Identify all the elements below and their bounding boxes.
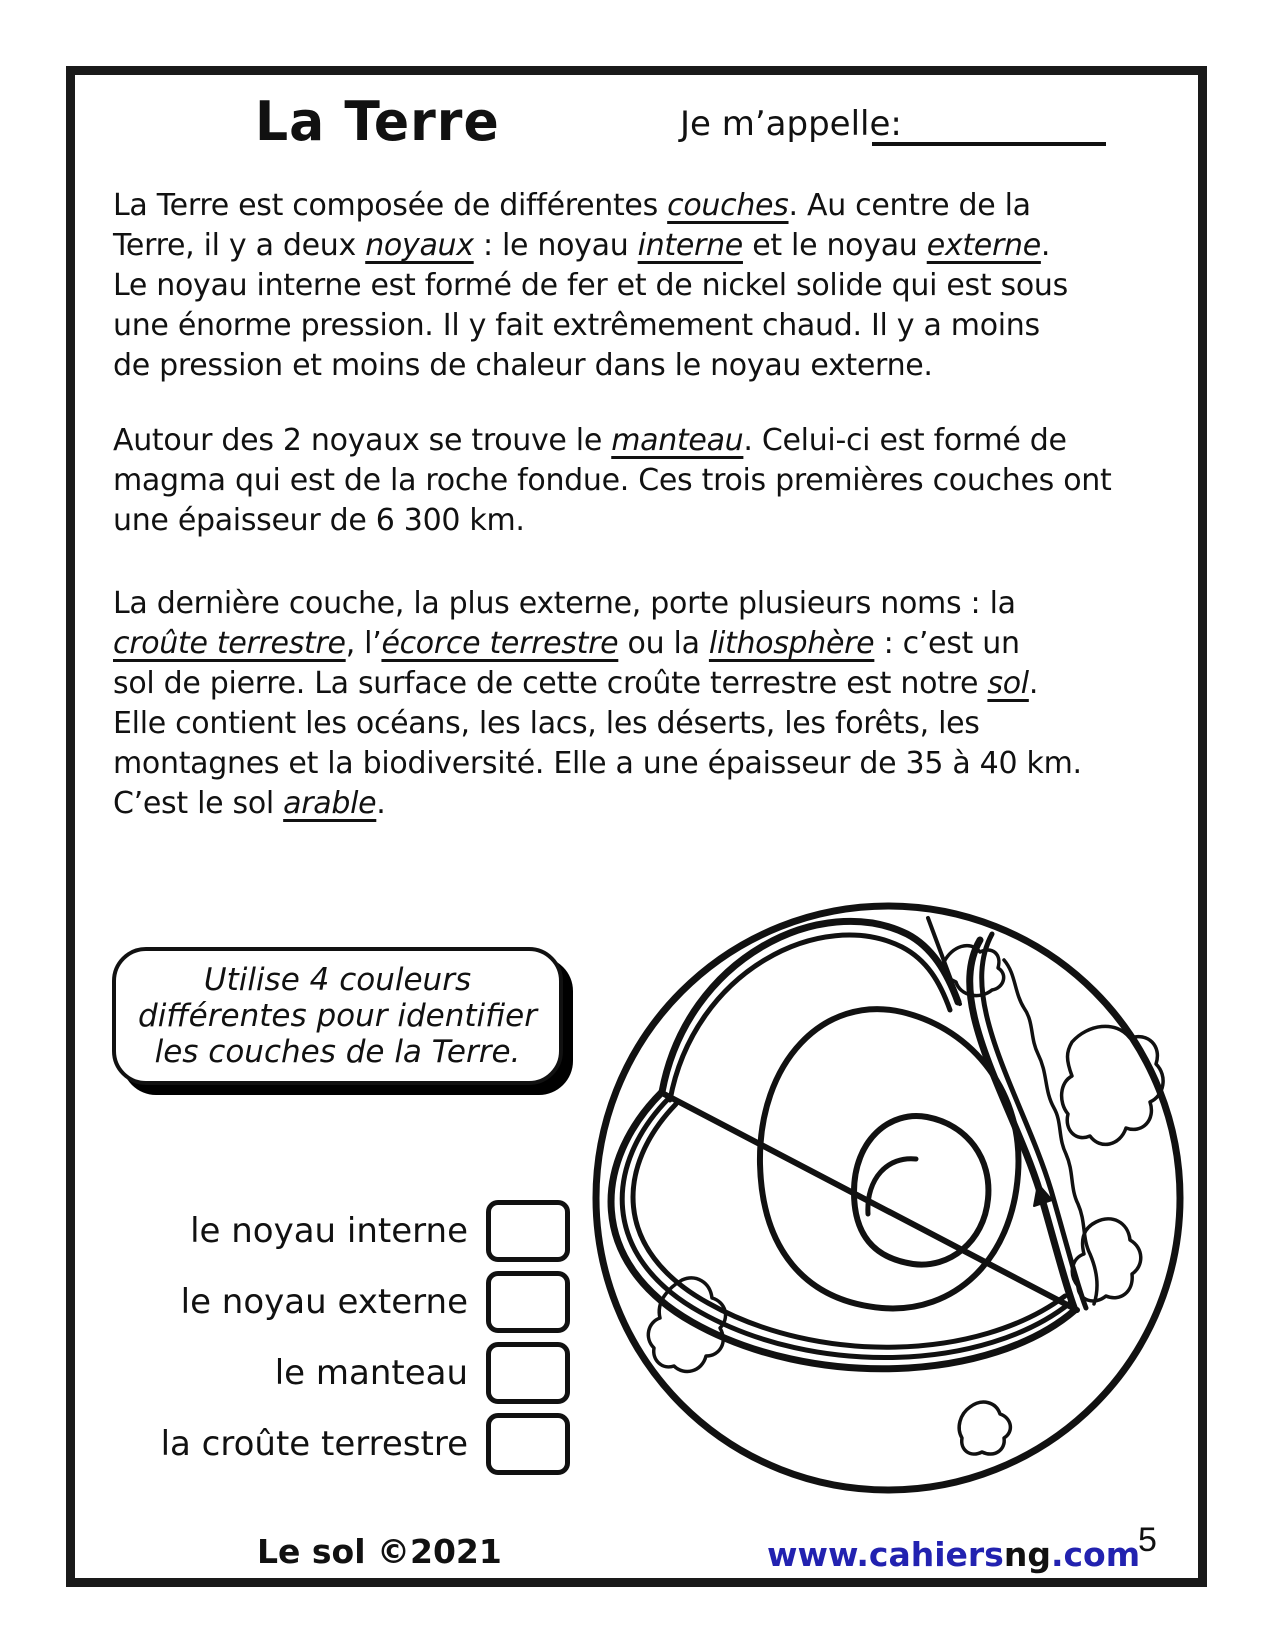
paragraph-core: La Terre est composée de différentes couches. Au centre de la Terre, il y a deux noyaux : le noyau interne et le noyau externe. Le noyau interne est formé de fer et de nickel solide qui est sous une énorme pression. Il y fait extrêmement chaud. Il y a moins de pression et moins de chaleur dans le noyau externe. (113, 188, 1068, 383)
diagram-continent-south (959, 1402, 1010, 1454)
url-prefix: www.cahiers (767, 1535, 1004, 1574)
name-input-line[interactable] (872, 142, 1106, 146)
diagram-inner-core[interactable] (854, 1116, 988, 1265)
url-suffix: .com (1050, 1535, 1141, 1574)
color-box-noyau-externe[interactable] (486, 1271, 570, 1333)
color-key-label-noyau-interne: le noyau interne (190, 1211, 468, 1251)
url-mid: ng (1003, 1535, 1051, 1574)
color-box-manteau[interactable] (486, 1342, 570, 1404)
color-key-label-croute-terrestre: la croûte terrestre (160, 1424, 468, 1464)
color-key-label-manteau: le manteau (274, 1353, 468, 1393)
color-key-row (148, 1413, 570, 1475)
name-label: Je m’appelle: (680, 104, 902, 144)
diagram-globe-outline[interactable] (596, 906, 1180, 1490)
instruction-bubble (112, 947, 563, 1085)
color-key-row (148, 1271, 570, 1333)
footer-copyright: Le sol ©2021 (257, 1532, 502, 1571)
color-key-row (148, 1200, 570, 1262)
diagram-mantle-dome[interactable] (662, 921, 958, 1092)
earth-cutaway-diagram[interactable] (572, 862, 1212, 1517)
bubble-text: Utilise 4 couleurs différentes pour identifier les couches de la Terre. (138, 962, 537, 1070)
color-box-croute-terrestre[interactable] (486, 1413, 570, 1475)
color-key-label-noyau-externe: le noyau externe (180, 1282, 468, 1322)
page-number: 5 (1138, 1521, 1157, 1559)
paragraph-mantle: Autour des 2 noyaux se trouve le manteau. Celui-ci est formé de magma qui est de la roche fondue. Ces trois premières couches ont une épaisseur de 6 300 km. (113, 423, 1112, 538)
color-key (148, 1200, 570, 1484)
color-box-noyau-interne[interactable] (486, 1200, 570, 1262)
color-key-row (148, 1342, 570, 1404)
paragraph-crust: La dernière couche, la plus externe, porte plusieurs noms : la croûte terrestre, l’écorce terrestre ou la lithosphère : c’est un sol de pierre. La surface de cette croûte terrestre est notre sol. Elle contient les océans, les lacs, les déserts, les forêts, les montagnes et la biodiversité. Elle a une épaisseur de 35 à 40 km. C’est le sol arable. (113, 586, 1082, 821)
footer-website-link[interactable] (767, 1535, 1140, 1574)
page-title: La Terre (255, 90, 500, 154)
diagram-continent-east (1062, 1026, 1164, 1144)
